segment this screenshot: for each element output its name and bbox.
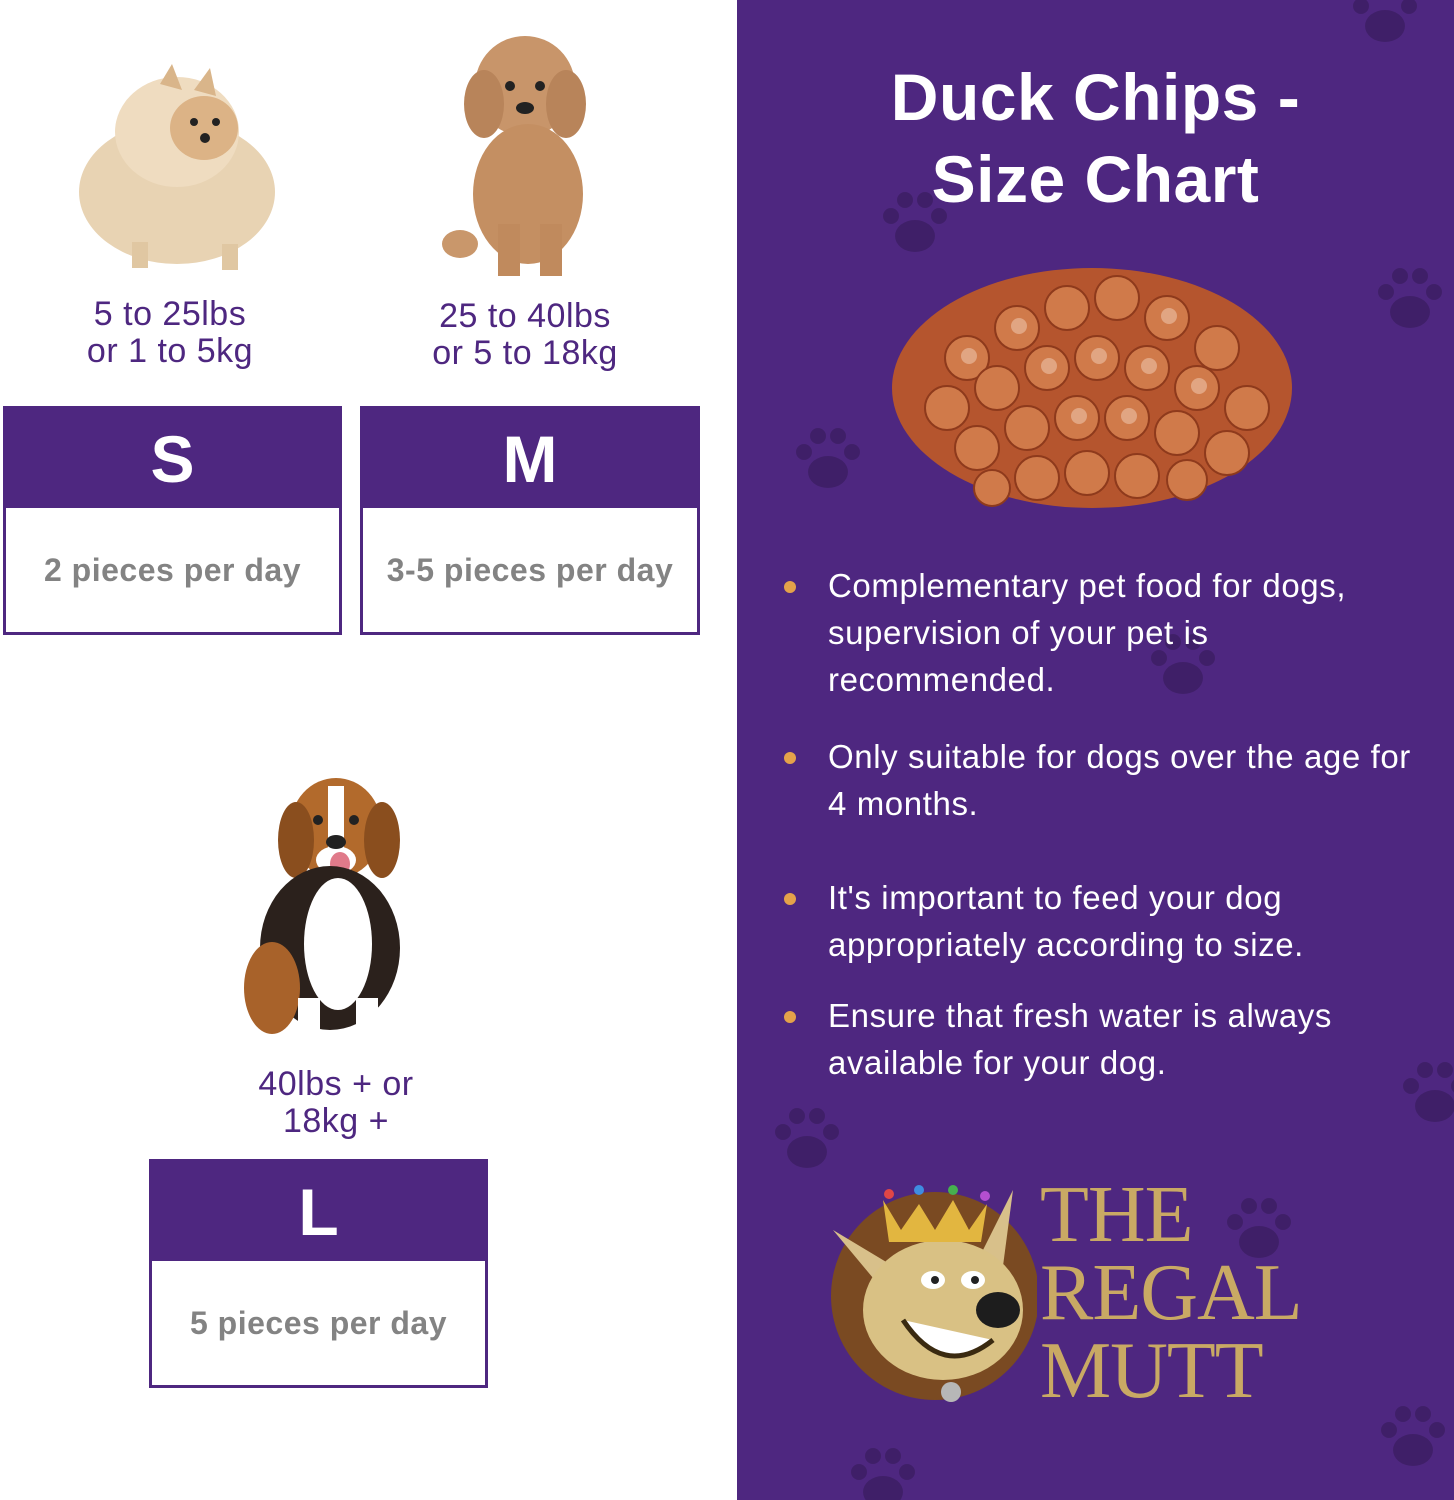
pomeranian-dog-photo (72, 62, 282, 274)
bullet-dot-icon (784, 1011, 796, 1023)
size-letter-small: S (6, 409, 339, 508)
weight-medium-line1: 25 to 40lbs (439, 297, 611, 335)
paw-print-icon (1349, 0, 1421, 46)
paw-print-icon (1377, 1404, 1449, 1470)
size-card-large (149, 1159, 488, 1388)
dose-small: 2 pieces per day (43, 552, 302, 588)
paw-print-icon (792, 426, 864, 492)
brand-line3: MUTT (1040, 1327, 1263, 1415)
bullet-text: Only suitable for dogs over the age for 4 months. (828, 738, 1411, 822)
title-line1: Duck Chips - (890, 60, 1301, 134)
brand-wordmark (1040, 1171, 1302, 1415)
brand-line2: REGAL (1040, 1249, 1302, 1337)
beagle-dog-photo (238, 768, 422, 1046)
info-panel (737, 0, 1454, 1500)
title-line2: Size Chart (931, 142, 1260, 216)
bullet-dot-icon (784, 581, 796, 593)
bullet-dot-icon (784, 752, 796, 764)
duck-chips-pile-photo (887, 248, 1297, 518)
weight-large-line1: 40lbs + or (258, 1065, 414, 1103)
size-letter-medium: M (363, 409, 697, 508)
size-card-medium (360, 406, 700, 635)
size-card-small (3, 406, 342, 635)
poodle-dog-photo (440, 24, 610, 280)
size-letter-large: L (152, 1162, 485, 1261)
bullet-dot-icon (784, 893, 796, 905)
weight-small (40, 296, 300, 370)
weight-large-line2: 18kg + (282, 1102, 390, 1140)
dose-large: 5 pieces per day (189, 1305, 448, 1341)
weight-medium (394, 298, 656, 372)
regal-mutt-mascot-logo (823, 1170, 1037, 1410)
bullet-text: Complementary pet food for dogs, supervision of your pet is recommended. (828, 567, 1347, 698)
bullet-text: Ensure that fresh water is always available for your dog. (828, 997, 1333, 1081)
dose-medium: 3-5 pieces per day (386, 552, 674, 588)
weight-medium-line2: or 5 to 18kg (432, 334, 618, 372)
page-title (737, 56, 1454, 220)
paw-print-icon (847, 1446, 919, 1500)
weight-large (206, 1066, 466, 1140)
weight-small-line1: 5 to 25lbs (93, 295, 247, 333)
paw-print-icon (771, 1106, 843, 1172)
bullet-text: It's important to feed your dog appropriately according to size. (828, 879, 1304, 963)
paw-print-icon (1374, 266, 1446, 332)
weight-small-line2: or 1 to 5kg (86, 332, 254, 370)
brand-line1: THE (1040, 1171, 1193, 1259)
